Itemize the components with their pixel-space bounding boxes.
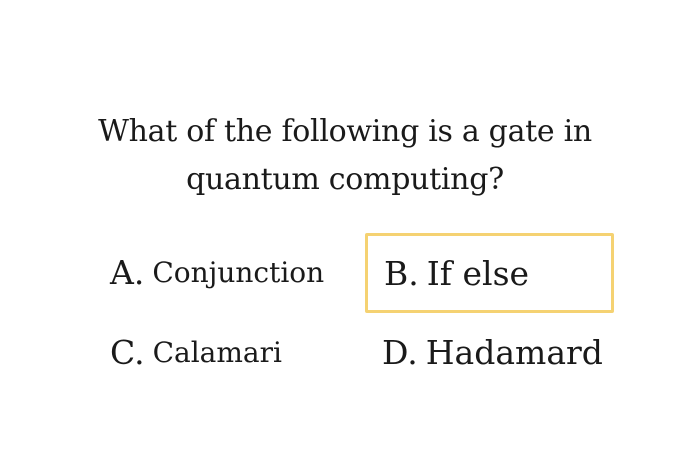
option-a-label: Conjunction [152, 255, 325, 289]
option-d-label: Hadamard [425, 332, 603, 372]
option-b-letter: B. [384, 253, 419, 293]
option-a[interactable] [110, 248, 324, 296]
question-line-1: What of the following is a gate in [98, 114, 592, 149]
option-d[interactable] [382, 328, 603, 376]
option-c-letter: C. [110, 332, 145, 372]
option-a-letter: A. [110, 252, 145, 292]
option-c[interactable] [110, 328, 282, 376]
option-c-label: Calamari [152, 335, 282, 369]
option-b-label: If else [426, 253, 530, 293]
option-b-selected[interactable] [365, 233, 614, 313]
option-d-letter: D. [382, 332, 418, 372]
question-text [95, 108, 595, 204]
question-line-2: quantum computing? [186, 162, 504, 197]
